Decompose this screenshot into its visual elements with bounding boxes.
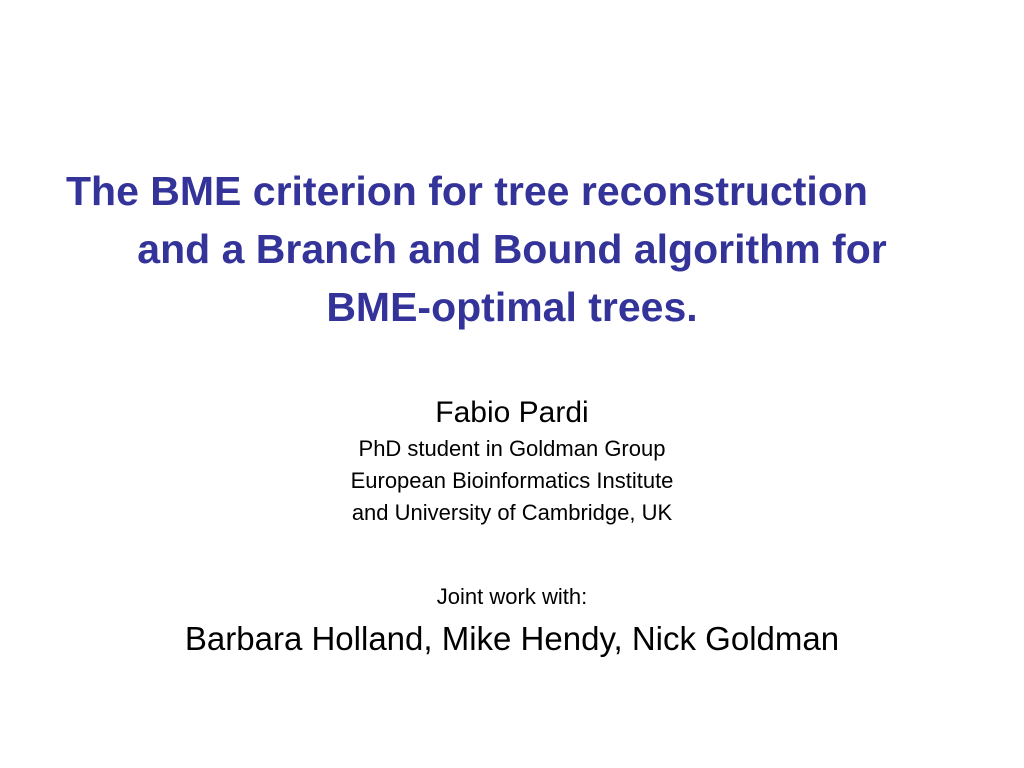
author-name: Fabio Pardi xyxy=(435,396,589,429)
title-line-1: The BME criterion for tree reconstruction xyxy=(66,168,868,214)
affiliation-line-1: PhD student in Goldman Group xyxy=(358,436,666,461)
title-line-3: BME-optimal trees. xyxy=(326,284,698,330)
affiliation-line-3: and University of Cambridge, UK xyxy=(351,500,673,525)
coauthors-list: Barbara Holland, Mike Hendy, Nick Goldman xyxy=(184,620,840,657)
slide-title xyxy=(60,162,964,336)
author-block xyxy=(0,393,1024,661)
affiliation-line-2: European Bioinformatics Institute xyxy=(350,468,674,493)
title-line-2: and a Branch and Bound algorithm for xyxy=(137,226,887,272)
joint-work-label: Joint work with: xyxy=(436,584,588,609)
